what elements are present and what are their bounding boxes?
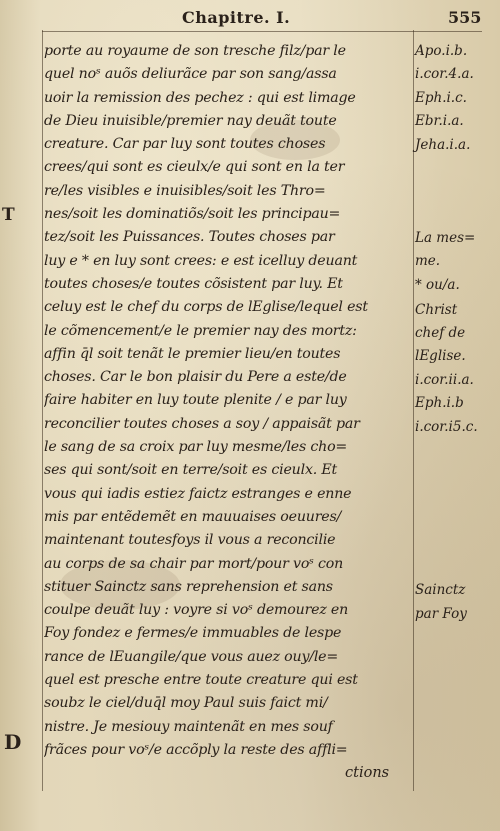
text-line: toutes choses/e toutes cõsistent par luy. Et — [44, 275, 343, 292]
margin-note: * ou/a. — [415, 277, 460, 293]
text-line: choses. Car le bon plaisir du Pere a este/de — [44, 369, 347, 386]
text-line: soubz le ciel/duq̄l moy Paul suis faict mi/ — [44, 695, 328, 712]
margin-note: i.cor.i5.c. — [415, 419, 478, 435]
text-line: tez/soit les Puissances. Toutes choses par — [44, 229, 335, 246]
folio-number: 555 — [448, 8, 482, 27]
margin-note: Jeha.i.a. — [415, 137, 471, 153]
text-line: le sang de sa croix par luy mesme/les cho= — [44, 439, 348, 456]
margin-note: Eph.i.b — [415, 395, 464, 411]
text-line: celuy est le chef du corps de lEglise/lequel est — [44, 299, 368, 316]
text-line: affin q̄l soit tenãt le premier lieu/en toutes — [44, 345, 341, 362]
margin-note: chef de — [415, 325, 466, 341]
margin-note: Apo.i.b. — [415, 43, 468, 59]
catchword: ctions — [345, 765, 390, 781]
text-line: au corps de sa chair par mort/pour voˢ con — [44, 555, 344, 572]
margin-note: La mes= — [415, 230, 476, 246]
margin-note: Christ — [415, 302, 458, 318]
text-line: quel noˢ auõs deliurãce par son sang/assa — [44, 66, 337, 83]
running-header — [0, 6, 500, 32]
text-line: luy e * en luy sont crees: e est icelluy deuant — [44, 252, 358, 269]
text-line: rance de lEuangile/que vous auez ouy/le= — [44, 648, 339, 665]
margin-note: Sainctz — [415, 582, 466, 598]
text-line: ses qui sont/soit en terre/soit es cieulx. Et — [44, 462, 338, 479]
text-line: uoir la remission des pechez : qui est limage — [44, 89, 356, 106]
text-line: le cõmencement/e le premier nay des mortz: — [44, 322, 357, 339]
margin-note: Eph.i.c. — [415, 90, 467, 106]
text-line: porte au royaume de son tresche filz/par le — [44, 43, 346, 59]
text-line: de Dieu inuisible/premier nay deuãt toute — [44, 112, 337, 129]
text-line: nistre. Je mesiouy maintenãt en mes souf — [44, 718, 333, 735]
text-line: stituer Sainctz sans reprehension et sans — [44, 578, 333, 595]
text-line: frãces pour voˢ/e accõply la reste des affli= — [44, 741, 348, 758]
text-line: faire habiter en luy toute plenite / e par luy — [44, 392, 347, 409]
text-line: mis par entẽdemẽt en mauuaises oeuures/ — [44, 508, 342, 525]
text-line: re/les visibles e inuisibles/soit les Thro= — [44, 182, 326, 199]
paragraph-mark: D — [4, 730, 22, 754]
chapter-heading: Chapitre. I. — [182, 8, 291, 27]
text-line: crees/qui sont es cieulx/e qui sont en la ter — [44, 159, 345, 176]
margin-note-rule — [413, 30, 414, 791]
text-line: nes/soit les dominatiõs/soit les principau= — [44, 206, 341, 223]
margin-note: par Foy — [415, 606, 467, 622]
text-line: vous qui iadis estiez faictz estranges e enne — [44, 485, 352, 502]
text-line: quel est presche entre toute creature qui est — [44, 672, 358, 689]
text-line: creature. Car par luy sont toutes choses — [44, 136, 326, 153]
left-margin-rule — [42, 30, 43, 791]
text-line: maintenant toutesfoys il vous a reconcilie — [44, 532, 336, 549]
paragraph-mark: T — [2, 205, 15, 225]
margin-note: me. — [415, 253, 441, 269]
margin-note: Ebr.i.a. — [415, 113, 464, 129]
margin-note: i.cor.ii.a. — [415, 372, 474, 388]
margin-note: lEglise. — [415, 348, 466, 364]
body-text — [44, 40, 409, 762]
text-line: Foy fondez e fermes/e immuables de lespe — [44, 625, 342, 642]
text-line: coulpe deuãt luy : voyre si voˢ demourez en — [44, 602, 349, 619]
margin-note: i.cor.4.a. — [415, 66, 474, 82]
text-line: reconcilier toutes choses a soy / appaisãt par — [44, 415, 360, 432]
